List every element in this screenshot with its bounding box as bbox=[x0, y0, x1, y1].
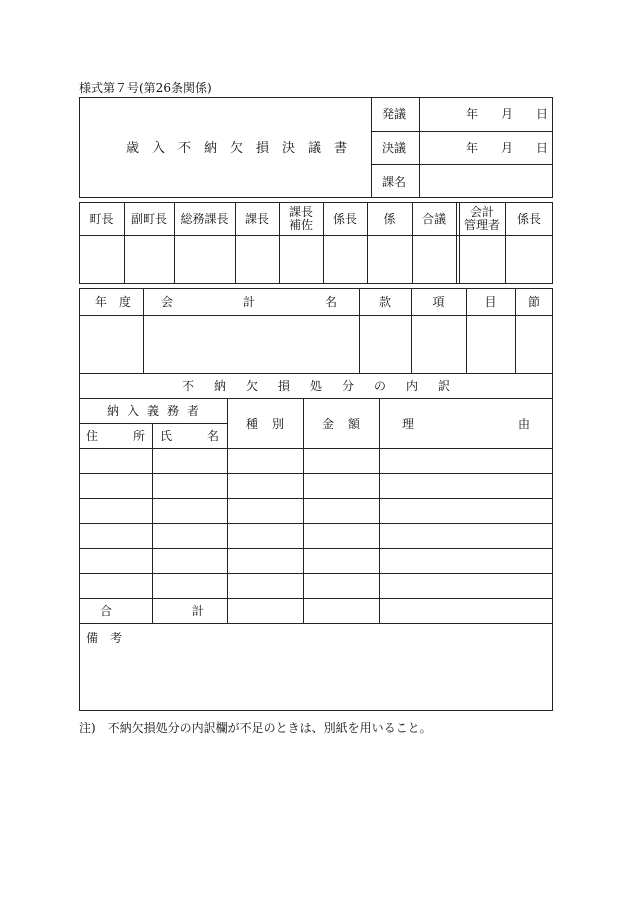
resolution-year-label: 年 bbox=[466, 141, 479, 155]
obligor-split-line bbox=[79, 423, 227, 424]
approval-divider bbox=[456, 202, 457, 284]
total-divider bbox=[227, 598, 228, 623]
header-divider bbox=[419, 97, 420, 198]
approval-accounting-manager: 会計 管理者 bbox=[463, 205, 500, 232]
item-setsu-header: 節 bbox=[527, 295, 540, 309]
breakdown-divider bbox=[379, 398, 380, 624]
approval-section-chief: 課長 bbox=[244, 212, 269, 226]
address-header: 住 所 bbox=[86, 429, 145, 443]
account-header-line bbox=[79, 315, 553, 316]
header-row-line bbox=[371, 164, 553, 165]
proposal-day-label: 日 bbox=[536, 107, 549, 121]
section-name-label: 課名 bbox=[382, 175, 407, 189]
form-title: 歳入不納欠損決議書 bbox=[126, 141, 361, 156]
approval-consultation: 合議 bbox=[421, 212, 446, 226]
approval-subsection-chief: 係長 bbox=[332, 212, 357, 226]
breakdown-title: 不納欠損処分の内訳 bbox=[181, 379, 470, 393]
table-row bbox=[79, 523, 553, 524]
approval-general-affairs-chief: 総務課長 bbox=[180, 212, 229, 226]
total-line bbox=[79, 623, 553, 624]
remarks-label: 備考 bbox=[86, 631, 135, 645]
total-label: 合 計 bbox=[100, 604, 204, 618]
resolution-label: 決議 bbox=[382, 141, 407, 155]
item-kan-header: 款 bbox=[378, 295, 391, 309]
breakdown-header-line bbox=[79, 448, 553, 449]
table-row bbox=[79, 498, 553, 499]
form-number-label: 様式第７号(第26条関係) bbox=[79, 81, 212, 95]
proposal-year-label: 年 bbox=[466, 107, 479, 121]
reason-header-end: 由 bbox=[518, 417, 531, 431]
main-block bbox=[79, 288, 553, 711]
type-header: 種別 bbox=[245, 417, 298, 431]
account-divider bbox=[143, 288, 144, 373]
proposal-label: 発議 bbox=[382, 107, 407, 121]
approval-header-line bbox=[79, 235, 553, 236]
approval-assistant-chief: 課長 補佐 bbox=[288, 205, 313, 232]
header-row-line bbox=[371, 131, 553, 132]
approval-accounting-subsection-chief: 係長 bbox=[516, 212, 541, 226]
proposal-month-label: 月 bbox=[501, 107, 514, 121]
table-row bbox=[79, 598, 553, 599]
fiscal-year-header: 年度 bbox=[95, 295, 144, 309]
breakdown-divider bbox=[303, 398, 304, 624]
amount-header: 金額 bbox=[321, 417, 374, 431]
table-row bbox=[79, 573, 553, 574]
breakdown-divider bbox=[227, 398, 228, 624]
item-moku-header: 目 bbox=[484, 295, 497, 309]
approval-town-mayor: 町長 bbox=[89, 212, 114, 226]
approval-deputy-mayor: 副町長 bbox=[130, 212, 167, 226]
resolution-day-label: 日 bbox=[536, 141, 549, 155]
reason-header-start: 理 bbox=[402, 417, 415, 431]
header-divider bbox=[371, 97, 372, 198]
account-row-line bbox=[79, 373, 553, 374]
item-kou-header: 項 bbox=[432, 295, 445, 309]
name-header: 氏 名 bbox=[160, 429, 219, 443]
table-row bbox=[79, 473, 553, 474]
breakdown-title-line bbox=[79, 398, 553, 399]
footnote: 注) 不納欠損処分の内訳欄が不足のときは、別紙を用いること。 bbox=[79, 721, 432, 735]
approval-staff: 係 bbox=[383, 212, 396, 226]
obligor-header: 納入義務者 bbox=[106, 404, 207, 418]
resolution-month-label: 月 bbox=[501, 141, 514, 155]
account-name-header: 会 計 名 bbox=[161, 295, 337, 309]
table-row bbox=[79, 548, 553, 549]
